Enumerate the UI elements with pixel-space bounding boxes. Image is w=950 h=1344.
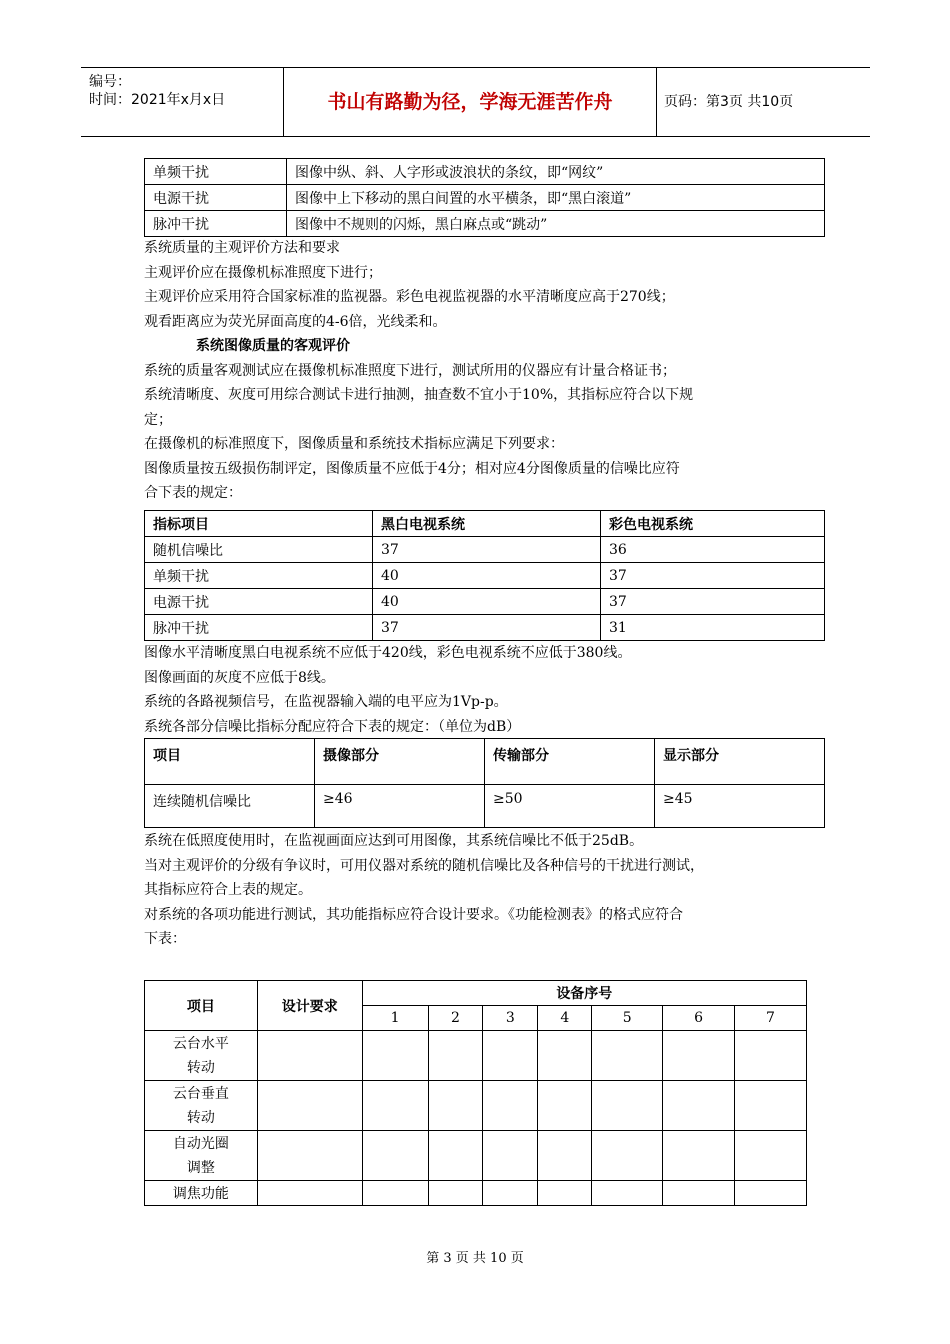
table-cell	[428, 1081, 483, 1131]
paragraph-line: 在摄像机的标准照度下，图像质量和系统技术指标应满足下列要求：	[144, 436, 564, 452]
table-header: 黑白电视系统	[373, 511, 601, 537]
section-heading: 系统图像质量的客观评价	[196, 338, 350, 354]
paragraph-line: 定；	[144, 411, 172, 428]
table-cell: 37	[373, 615, 601, 641]
paragraph-line: 观看距离应为荧光屏面高度的4-6倍，光线柔和。	[144, 313, 447, 330]
cell-line: 自动光圈	[172, 1135, 229, 1152]
device-number: 1	[362, 1006, 428, 1031]
section3-text	[144, 829, 834, 952]
table-cell	[362, 1081, 428, 1131]
table-cell	[362, 1131, 428, 1181]
page-footer: 第 3 页 共 10 页	[426, 1251, 524, 1266]
table-cell: 37	[601, 589, 825, 615]
section2-text	[144, 641, 834, 739]
table-cell	[663, 1131, 735, 1181]
function-check-table	[144, 980, 807, 1206]
header-motto: 书山有路勤为径，学海无涯苦作舟	[283, 68, 657, 136]
table-header-row	[145, 981, 807, 1006]
table-cell	[592, 1081, 663, 1131]
table-cell	[735, 1081, 807, 1131]
table-header: 传输部分	[485, 739, 655, 785]
table-header-row	[145, 739, 825, 785]
table-cell: 36	[601, 537, 825, 563]
table-row	[145, 1081, 807, 1131]
table-header: 设计要求	[257, 981, 362, 1031]
table-cell	[592, 1181, 663, 1206]
table-header: 显示部分	[655, 739, 825, 785]
table-cell	[362, 1181, 428, 1206]
table-cell	[483, 1181, 538, 1206]
table-cell	[145, 1081, 258, 1131]
table-row	[145, 589, 825, 615]
table-cell: 脉冲干扰	[145, 211, 287, 237]
cell-line: 云台垂直	[172, 1085, 229, 1102]
paragraph-line: 合下表的规定：	[144, 485, 242, 501]
table-cell	[483, 1081, 538, 1131]
table-cell: 电源干扰	[145, 589, 373, 615]
paragraph-line: 系统的各路视频信号，在监视器输入端的电平应为1Vp-p。	[144, 694, 508, 710]
cell-line: 转动	[186, 1059, 215, 1076]
paragraph-line: 其指标应符合上表的规定。	[144, 882, 312, 898]
header-page-info: 页码：第3页 共10页	[664, 94, 794, 110]
table-cell	[257, 1081, 362, 1131]
table-row	[145, 211, 825, 237]
table-cell: 单频干扰	[145, 159, 287, 185]
table-cell	[538, 1181, 592, 1206]
paragraph-line: 系统清晰度、灰度可用综合测试卡进行抽测，抽查数不宜小于10%，其指标应符合以下规	[144, 387, 694, 403]
paragraph-line: 图像质量按五级损伤制评定，图像质量不应低于4分；相对应4分图像质量的信噪比应符	[144, 460, 680, 477]
table-cell: ≥45	[655, 785, 825, 828]
table-row	[145, 159, 825, 185]
table-cell	[663, 1031, 735, 1081]
device-number: 5	[592, 1006, 663, 1031]
table-cell	[735, 1181, 807, 1206]
table-cell: ≥46	[315, 785, 485, 828]
table-cell: 图像中上下移动的黑白间置的水平横条，即“黑白滚道”	[287, 185, 825, 211]
table-cell	[538, 1131, 592, 1181]
table-header: 摄像部分	[315, 739, 485, 785]
table-cell	[428, 1181, 483, 1206]
table-cell	[735, 1131, 807, 1181]
paragraph-line: 对系统的各项功能进行测试，其功能指标应符合设计要求。《功能检测表》的格式应符合	[144, 906, 683, 923]
cell-line: 转动	[186, 1109, 215, 1126]
table-cell: 31	[601, 615, 825, 641]
paragraph-line: 系统质量的主观评价方法和要求	[144, 240, 340, 256]
table-header: 项目	[145, 739, 315, 785]
table-cell: 脉冲干扰	[145, 615, 373, 641]
table-cell	[483, 1031, 538, 1081]
table-cell: 单频干扰	[145, 563, 373, 589]
paragraph-line: 系统的质量客观测试应在摄像机标准照度下进行，测试所用的仪器应有计量合格证书；	[144, 362, 676, 379]
snr-table	[144, 510, 825, 641]
table-cell	[428, 1031, 483, 1081]
table-cell	[538, 1081, 592, 1131]
section1-text	[144, 236, 834, 506]
cell-line: 云台水平	[172, 1035, 229, 1052]
table-header: 彩色电视系统	[601, 511, 825, 537]
table-cell: 37	[601, 563, 825, 589]
paragraph-line: 主观评价应在摄像机标准照度下进行；	[144, 264, 382, 281]
table-row	[145, 185, 825, 211]
table-cell	[663, 1181, 735, 1206]
device-number: 4	[538, 1006, 592, 1031]
header-time: 时间：2021年x月x日	[89, 92, 226, 108]
paragraph-line: 系统各部分信噪比指标分配应符合下表的规定：（单位为dB）	[144, 718, 521, 735]
table-cell: 图像中纵、斜、人字形或波浪状的条纹，即“网纹”	[287, 159, 825, 185]
table-header: 指标项目	[145, 511, 373, 537]
table-cell	[257, 1031, 362, 1081]
page-header	[81, 67, 870, 137]
table-cell: 40	[373, 563, 601, 589]
paragraph-line: 系统在低照度使用时，在监视画面应达到可用图像，其系统信噪比不低于25dB。	[144, 833, 644, 849]
table-cell	[592, 1131, 663, 1181]
paragraph-line: 图像画面的灰度不应低于8线。	[144, 669, 335, 686]
table-cell: ≥50	[485, 785, 655, 828]
table-row	[145, 1181, 807, 1206]
table-row	[145, 1131, 807, 1181]
interference-table	[144, 158, 825, 237]
table-header: 项目	[145, 981, 258, 1031]
header-code: 编号：	[89, 74, 131, 90]
table-cell	[483, 1131, 538, 1181]
table-cell: 调焦功能	[145, 1181, 258, 1206]
table-row	[145, 537, 825, 563]
table-cell	[428, 1131, 483, 1181]
device-number: 3	[483, 1006, 538, 1031]
table-cell	[257, 1181, 362, 1206]
table-cell	[362, 1031, 428, 1081]
table-cell	[663, 1081, 735, 1131]
table-cell	[145, 1131, 258, 1181]
table-cell	[257, 1131, 362, 1181]
header-meta	[81, 68, 283, 136]
table-cell: 电源干扰	[145, 185, 287, 211]
paragraph-line: 下表：	[144, 931, 186, 947]
paragraph-line: 主观评价应采用符合国家标准的监视器。彩色电视监视器的水平清晰度应高于270线；	[144, 289, 675, 305]
table-cell: 图像中不规则的闪烁，黑白麻点或“跳动”	[287, 211, 825, 237]
table-cell	[735, 1031, 807, 1081]
table-cell	[538, 1031, 592, 1081]
paragraph-line: 当对主观评价的分级有争议时，可用仪器对系统的随机信噪比及各种信号的干扰进行测试，	[144, 857, 704, 874]
table-row	[145, 1031, 807, 1081]
table-row	[145, 563, 825, 589]
device-number: 7	[735, 1006, 807, 1031]
table-row	[145, 785, 825, 828]
table-row	[145, 615, 825, 641]
table-cell: 37	[373, 537, 601, 563]
table-header: 设备序号	[362, 981, 806, 1006]
cell-line: 调整	[186, 1159, 215, 1176]
allocation-table	[144, 738, 825, 828]
device-number: 2	[428, 1006, 483, 1031]
device-number: 6	[663, 1006, 735, 1031]
table-cell	[145, 1031, 258, 1081]
table-cell: 连续随机信噪比	[145, 785, 315, 828]
table-cell: 随机信噪比	[145, 537, 373, 563]
paragraph-line: 图像水平清晰度黑白电视系统不应低于420线，彩色电视系统不应低于380线。	[144, 645, 632, 661]
table-cell: 40	[373, 589, 601, 615]
table-cell	[592, 1031, 663, 1081]
table-header-row	[145, 511, 825, 537]
